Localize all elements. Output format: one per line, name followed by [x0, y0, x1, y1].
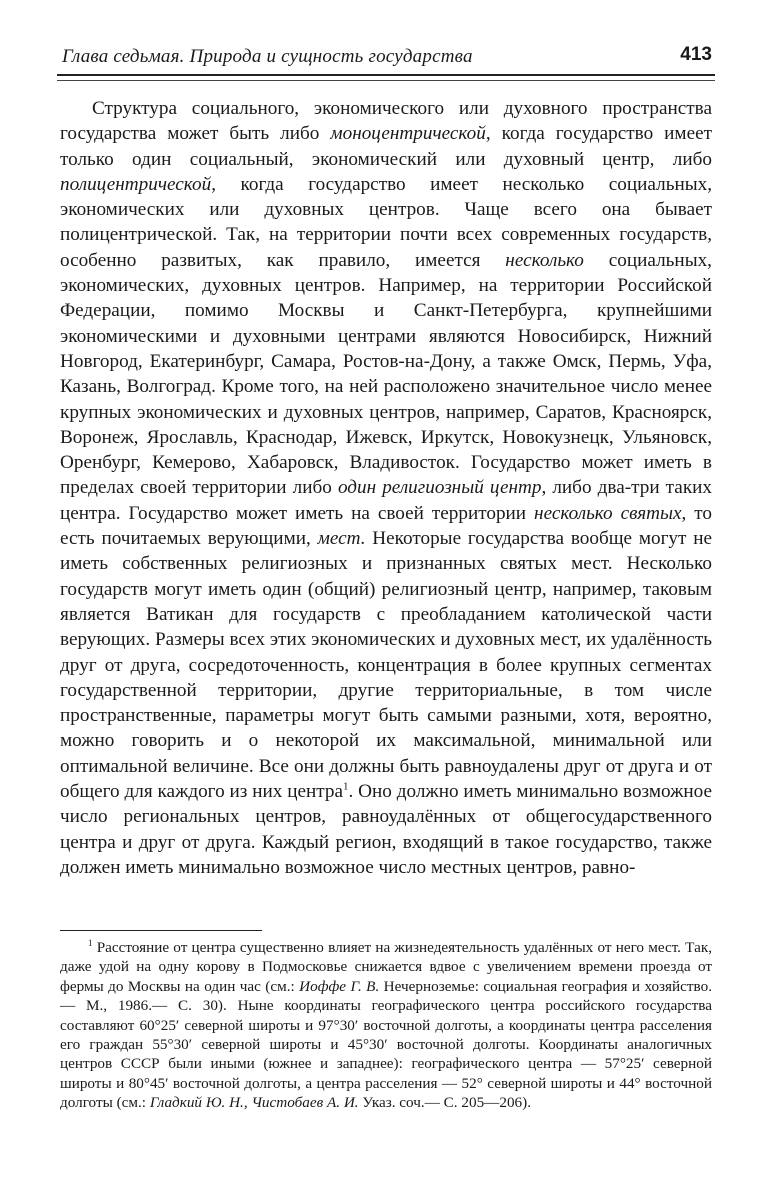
header-rule-thick: [57, 74, 715, 76]
page-number: 413: [680, 44, 712, 65]
emphasis-term: один религиозный центр: [337, 477, 542, 499]
running-header: [62, 40, 714, 72]
emphasis-term: мест.: [317, 528, 366, 550]
author-name: Иоффе Г. В.: [299, 977, 380, 995]
emphasis-term: моноцентрической: [330, 123, 486, 145]
emphasis-term: несколько: [505, 249, 584, 271]
footnote-separator: [60, 930, 262, 931]
emphasis-term: полицентрической: [60, 173, 212, 195]
main-paragraph: Структура социального, экономического или духовного пространства государства может быть либо моноцентрической, когда государство имеет только один социальный, экономический или духовный центр, либо полицентрической, когда государство имеет несколько социальных, экономических или духовных центров. Чаще всего она бывает полицентрической. Так, на территории почти всех современных государств, особенно развитых, как правило, имеется несколько социальных, экономических, духовных центров. Например, на территории Российской Федерации, помимо Москвы и Санкт-Петербурга, крупнейшими экономическими и духовными центрами являются Новосибирск, Нижний Новгород, Екатеринбург, Самара, Ростов-на-Дону, а также Омск, Пермь, Уфа, Казань, Волгоград. Кроме того, на ней расположено значительное число менее крупных экономических и духовных центров, например, Саратов, Красноярск, Воронеж, Ярославль, Краснодар, Ижевск, Иркутск, Новокузнецк, Ульяновск, Оренбург, Кемерово, Хабаровск, Владивосток. Государство может иметь в пределах своей территории либо один религиозный центр, либо два-три таких центра. Государство может иметь на своей территории несколько святых, то есть почитаемых верующими, мест. Некоторые государства вообще могут не иметь собственных религиозных и признанных святых мест. Несколько государств могут иметь один (общий) религиозный центр, например, таковым является Ватикан для государств с преобладанием католической части верующих. Размеры всех этих экономических и духовных мест, их удалённость друг от друга, сосредоточенность, концентрация в более крупных сегментах государственной территории, другие территориальные, в том числе пространственные, параметры могут быть самыми разными, хотя, вероятно, можно говорить и о некоторой их максимальной, минимальной или оптимальной величине. Все они должны быть равноудалены друг от друга и от общего для каждого из них центра$^1$. Оно должно иметь минимально возможное число региональных центров, равноудалённых от общегосударственного центра и друг от друга. Каждый регион, входящий в такое государство, также должен иметь минимально возможное число местных центров, равно-: [60, 98, 713, 878]
chapter-title: Глава седьмая. Природа и сущность государства: [62, 46, 473, 67]
footnote-reference: 1: [343, 780, 349, 793]
footnote: $^1$ Расстояние от центра существенно влияет на жизнедеятельность удалённых от него мест. Так, даже удой на одну корову в Подмосковье снижается вдвое с увеличением времени проезда от фермы до Москвы на один час (см.: Иоффе Г. В. Нечерноземье: социальная география и хозяйство.— М., 1986.— С. 30). Ныне координаты географического центра российского государства составляют 60°25′ северной широты и 97°30′ восточной долготы, а координаты центра расселения его граждан 55°30′ северной широты и 45°30′ восточной долготы. Координаты аналогичных центров СССР были иными (южнее и западнее): географического центра — 57°25′ северной широты и 80°45′ восточной долготы, а центра расселения — 52° северной широты и 44° восточной долготы (см.: Гладкий Ю. Н., Чистобаев А. И. Указ. соч.— С. 205—206).: [60, 937, 712, 1112]
footnote-mark: 1: [88, 937, 93, 948]
emphasis-term: несколько святых: [534, 502, 682, 524]
header-rule-thin: [57, 80, 715, 81]
author-name: Гладкий Ю. Н., Чистобаев А. И.: [149, 1094, 359, 1112]
